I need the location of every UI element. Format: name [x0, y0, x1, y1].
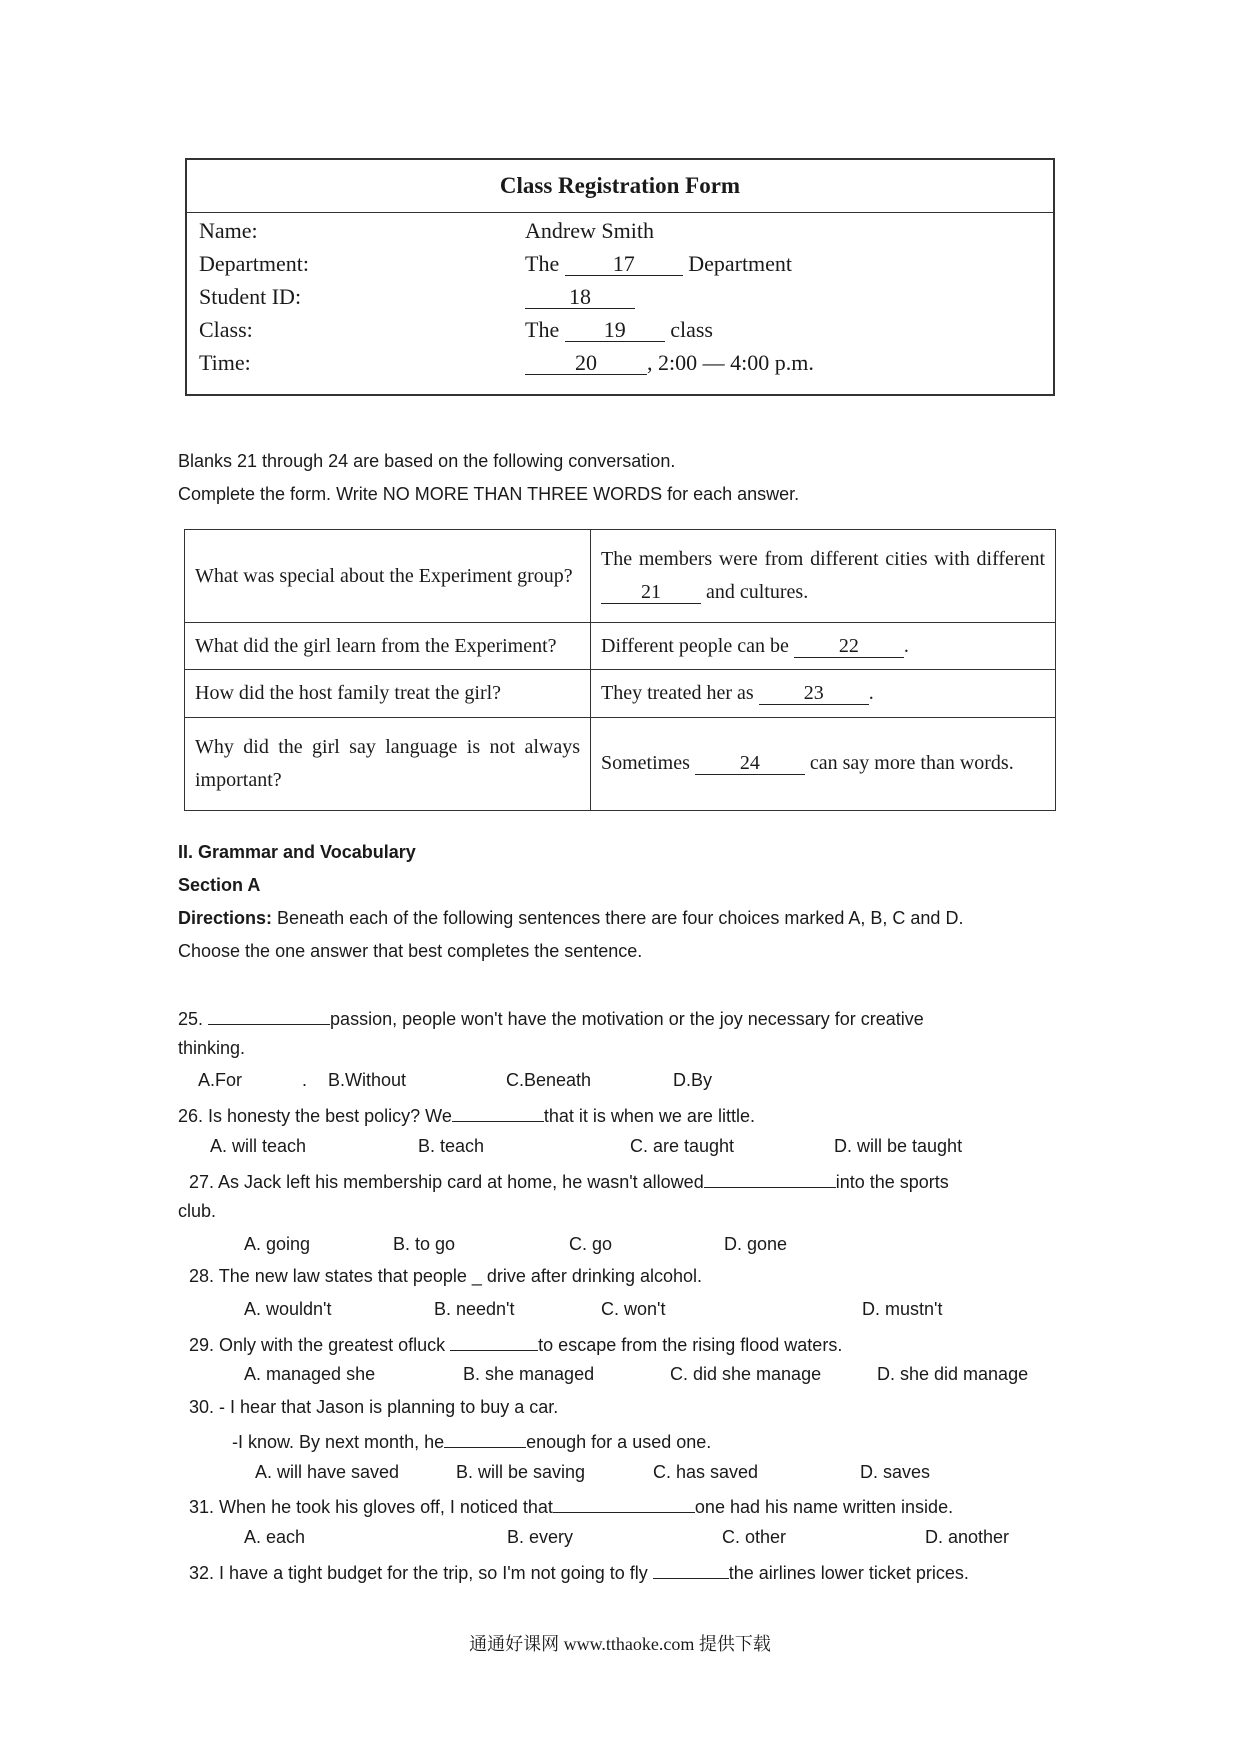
- question-28: 28. The new law states that people _ drive after drinking alcohol.: [189, 1266, 702, 1286]
- form-value-department: The 17 Department: [525, 251, 793, 276]
- form-value-name: Andrew Smith: [525, 218, 654, 243]
- option-26-b[interactable]: B. teach: [418, 1136, 485, 1156]
- blank-20[interactable]: 20: [525, 351, 647, 375]
- table-answer: The members were from different cities with different 21 and cultures.: [591, 530, 1056, 623]
- blank-24[interactable]: 24: [695, 753, 805, 775]
- option-29-c[interactable]: C. did she manage: [670, 1364, 822, 1384]
- table-row: [185, 717, 1056, 810]
- table-row: [185, 670, 1056, 717]
- answer-blank-31[interactable]: [553, 1492, 695, 1513]
- answer-blank-32[interactable]: [653, 1558, 729, 1579]
- option-26-a[interactable]: A. will teach: [210, 1136, 307, 1156]
- table-question: What did the girl learn from the Experiment?: [185, 623, 591, 670]
- option-30-c[interactable]: C. has saved: [653, 1462, 759, 1482]
- table-question: How did the host family treat the girl?: [185, 670, 591, 717]
- directions-line-2: Choose the one answer that best completes the sentence.: [178, 941, 643, 961]
- table-row: [185, 623, 1056, 670]
- question-26: 26. Is honesty the best policy? We that it is when we are little.: [178, 1101, 755, 1128]
- answer-blank-27[interactable]: [704, 1167, 836, 1188]
- table-answer: Sometimes 24 can say more than words.: [591, 717, 1056, 810]
- instruction-line-1: Blanks 21 through 24 are based on the following conversation.: [178, 451, 676, 471]
- form-label-department: Department:: [199, 251, 309, 276]
- form-value-student-id: [525, 282, 635, 312]
- option-29-d[interactable]: D. she did manage: [877, 1364, 1029, 1384]
- form-label-student-id: Student ID:: [199, 284, 302, 309]
- directions-line-1: Directions: Beneath each of the following sentences there are four choices marked A, B, C and D.: [178, 908, 964, 928]
- instruction-line-2: Complete the form. Write NO MORE THAN THREE WORDS for each answer.: [178, 484, 800, 504]
- option-28-c[interactable]: C. won't: [601, 1299, 666, 1319]
- option-30-a[interactable]: A. will have saved: [255, 1462, 400, 1482]
- answer-blank-30[interactable]: [444, 1427, 526, 1448]
- option-25-a[interactable]: A.For: [198, 1070, 243, 1090]
- answer-blank-29[interactable]: [450, 1330, 538, 1351]
- form-label-class: Class:: [199, 317, 253, 342]
- section-heading: II. Grammar and Vocabulary: [178, 842, 416, 862]
- answer-blank-26[interactable]: [452, 1101, 544, 1122]
- option-25-d[interactable]: D.By: [673, 1070, 713, 1090]
- option-25-c[interactable]: C.Beneath: [506, 1070, 592, 1090]
- blank-19[interactable]: 19: [565, 318, 665, 342]
- question-30: 30. - I hear that Jason is planning to buy a car.: [189, 1397, 559, 1417]
- option-31-b[interactable]: B. every: [507, 1527, 574, 1547]
- answer-blank-25[interactable]: [208, 1004, 330, 1025]
- option-27-a[interactable]: A. going: [244, 1234, 311, 1254]
- option-26-d[interactable]: D. will be taught: [834, 1136, 963, 1156]
- form-label-time: Time:: [199, 350, 251, 375]
- question-27-cont: club.: [178, 1201, 217, 1221]
- option-31-a[interactable]: A. each: [244, 1527, 306, 1547]
- option-29-b[interactable]: B. she managed: [463, 1364, 595, 1384]
- question-25-cont: thinking.: [178, 1038, 246, 1058]
- option-25-dot: .: [302, 1070, 308, 1090]
- option-27-c[interactable]: C. go: [569, 1234, 613, 1254]
- option-31-c[interactable]: C. other: [722, 1527, 787, 1547]
- question-32: 32. I have a tight budget for the trip, so I'm not going to fly the airlines lower ticket prices.: [189, 1558, 969, 1585]
- conversation-table: [184, 529, 1056, 811]
- option-27-d[interactable]: D. gone: [724, 1234, 788, 1254]
- table-row: [185, 530, 1056, 623]
- option-29-a[interactable]: A. managed she: [244, 1364, 376, 1384]
- form-value-class: The 19 class: [525, 317, 713, 342]
- question-30-reply: -I know. By next month, he enough for a used one.: [232, 1427, 711, 1454]
- class-registration-form: [185, 158, 1055, 396]
- table-answer: Different people can be 22 .: [591, 623, 1056, 670]
- form-label-name: Name:: [199, 218, 258, 243]
- blank-22[interactable]: 22: [794, 636, 904, 658]
- question-31: 31. When he took his gloves off, I noticed that one had his name written inside.: [189, 1492, 953, 1519]
- option-28-a[interactable]: A. wouldn't: [244, 1299, 332, 1319]
- blank-21[interactable]: 21: [601, 582, 701, 604]
- blank-18[interactable]: 18: [525, 285, 635, 309]
- option-28-d[interactable]: D. mustn't: [862, 1299, 943, 1319]
- table-question: Why did the girl say language is not always important?: [185, 717, 591, 810]
- question-25: 25. passion, people won't have the motivation or the joy necessary for creative: [178, 1004, 924, 1031]
- form-value-time: 20 , 2:00 — 4:00 p.m.: [525, 348, 814, 378]
- form-title: Class Registration Form: [187, 160, 1053, 213]
- option-30-d[interactable]: D. saves: [860, 1462, 931, 1482]
- blank-17[interactable]: 17: [565, 252, 683, 276]
- option-27-b[interactable]: B. to go: [393, 1234, 456, 1254]
- option-30-b[interactable]: B. will be saving: [456, 1462, 586, 1482]
- blank-23[interactable]: 23: [759, 683, 869, 705]
- option-31-d[interactable]: D. another: [925, 1527, 1010, 1547]
- table-answer: They treated her as 23 .: [591, 670, 1056, 717]
- option-25-b[interactable]: B.Without: [328, 1070, 407, 1090]
- footer-watermark: 通通好课网 www.tthaoke.com 提供下载: [469, 1634, 771, 1654]
- section-subheading: Section A: [178, 875, 261, 895]
- option-26-c[interactable]: C. are taught: [630, 1136, 735, 1156]
- question-29: 29. Only with the greatest ofluck to escape from the rising flood waters.: [189, 1330, 842, 1357]
- question-27: 27. As Jack left his membership card at home, he wasn't allowed into the sports: [189, 1167, 949, 1194]
- option-28-b[interactable]: B. needn't: [434, 1299, 515, 1319]
- table-question: What was special about the Experiment group?: [185, 530, 591, 623]
